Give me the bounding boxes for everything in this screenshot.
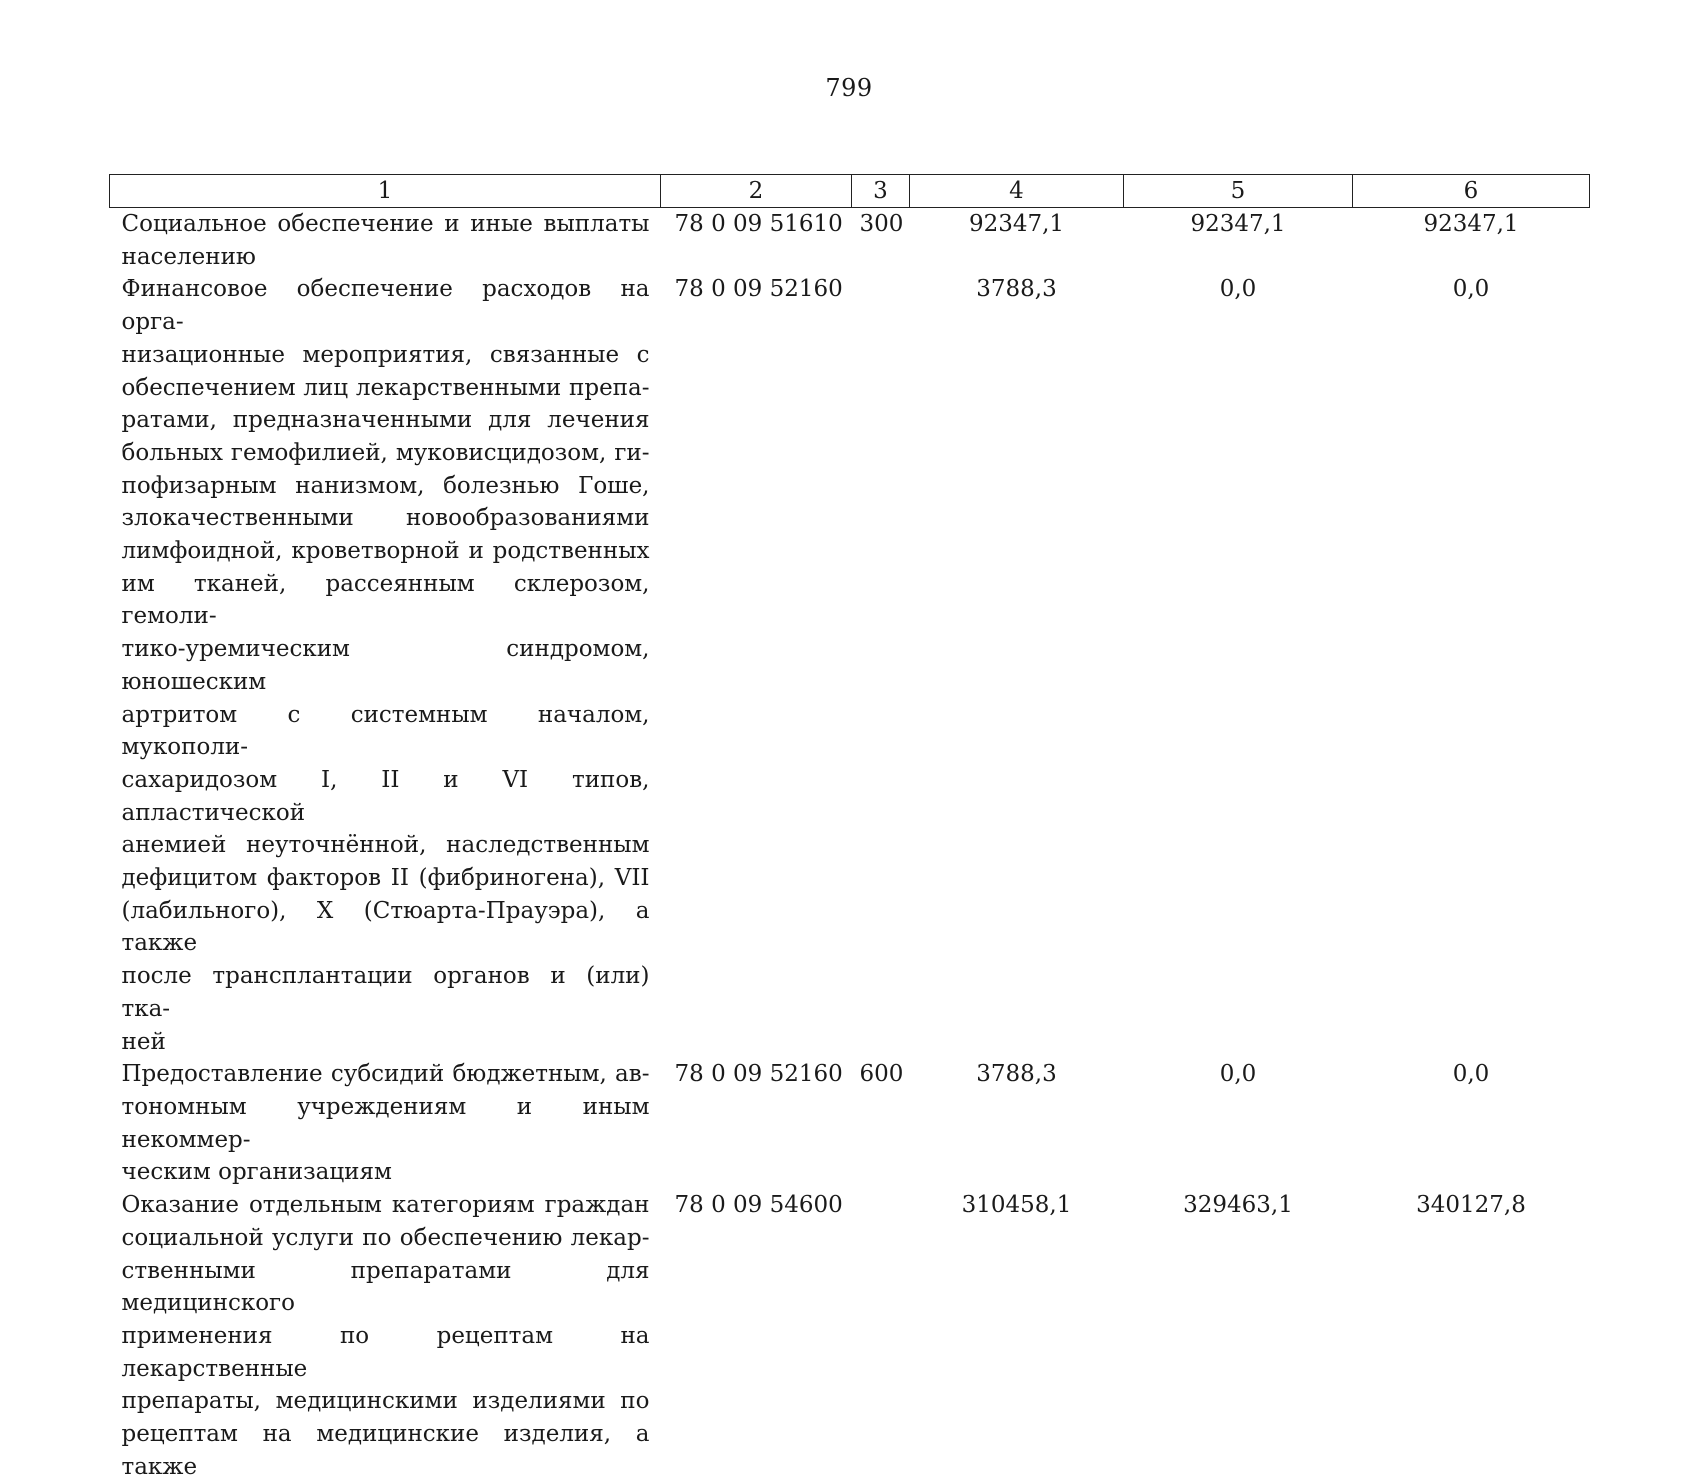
value-year-2: 0,0: [1219, 1061, 1257, 1088]
value-year-1: 3788,3: [976, 1061, 1057, 1088]
value-year-2: 0,0: [1219, 276, 1257, 303]
row-name-line: низационные мероприятия, связанные с: [121, 341, 650, 368]
row-name-line: препараты, медицинскими изделиями по: [121, 1388, 650, 1415]
row-name-line: пофизарным нанизмом, болезнью Гоше,: [121, 472, 650, 499]
row-name-line: ственными препаратами для медицинского: [121, 1257, 650, 1317]
value-year-1: 310458,1: [961, 1192, 1072, 1219]
row-name-line: рецептам на медицинские изделия, а также: [121, 1421, 650, 1480]
table-row: [110, 1189, 1590, 1483]
row-name-line: обеспечением лиц лекарственными препа-: [121, 374, 650, 401]
value-year-3: 0,0: [1452, 276, 1490, 303]
target-article-code: 78 0 09 54600: [674, 1192, 843, 1219]
row-name-line: Финансовое обеспечение расходов на орга-: [121, 276, 650, 336]
row-name-line: дефицитом факторов II (фибриногена), VII: [121, 865, 650, 892]
budget-table: [109, 174, 1590, 1483]
target-article-code: 78 0 09 52160: [674, 1061, 843, 1088]
row-name-line: злокачественными новообразованиями: [121, 505, 650, 532]
table-row: [110, 208, 1590, 274]
table-row: [110, 1058, 1590, 1189]
row-name-line: им тканей, рассеянным склерозом, гемоли-: [121, 570, 650, 630]
column-header: 5: [1124, 175, 1353, 208]
row-name-line: социальной услуги по обеспечению лекар-: [121, 1224, 650, 1251]
table-row: [110, 273, 1590, 1058]
row-name-line: после трансплантации органов и (или) тка-: [121, 963, 650, 1022]
value-year-3: 92347,1: [1423, 211, 1519, 237]
column-header: 3: [852, 175, 910, 208]
column-header: 1: [110, 175, 661, 208]
target-article-code: 78 0 09 51610: [674, 211, 843, 237]
page-number: 799: [825, 74, 873, 102]
row-name-line: ческим организациям: [121, 1159, 392, 1186]
row-name-line: артритом с системным началом, мукополи-: [121, 701, 650, 761]
column-header: 2: [661, 175, 852, 208]
row-name-cell: [110, 273, 661, 1058]
row-name-line: больных гемофилией, муковисцидозом, ги-: [121, 439, 650, 466]
value-year-2: 329463,1: [1183, 1192, 1293, 1219]
expense-type-code: [852, 273, 910, 1058]
column-header: 4: [910, 175, 1124, 208]
row-name-line: сахаридозом I, II и VI типов, апластической: [121, 766, 650, 826]
expense-type-code: 300: [859, 211, 904, 237]
expense-type-code: 600: [859, 1061, 904, 1088]
row-name-line: ратами, предназначенными для лечения: [121, 407, 650, 434]
row-name-line: лимфоидной, кроветворной и родственных: [121, 538, 650, 565]
column-header: 6: [1353, 175, 1590, 208]
row-name-line: Оказание отдельным категориям граждан: [121, 1192, 650, 1219]
row-name-line: ней: [121, 1028, 166, 1055]
target-article-code: 78 0 09 52160: [674, 276, 843, 303]
row-name-cell: [110, 1189, 661, 1483]
row-name-line: тико-уремическим синдромом, юношеским: [121, 636, 650, 695]
header-row: [110, 175, 1590, 208]
value-year-1: 3788,3: [976, 276, 1057, 303]
expense-type-code: [852, 1189, 910, 1483]
value-year-1: 92347,1: [968, 211, 1065, 237]
row-name-line: Социальное обеспечение и иные выплаты: [121, 211, 650, 237]
value-year-3: 0,0: [1452, 1061, 1490, 1088]
row-name-cell: [110, 1058, 661, 1189]
value-year-2: 92347,1: [1190, 211, 1286, 237]
row-name-line: (лабильного), X (Стюарта-Прауэра), а также: [121, 897, 650, 957]
row-name-line: анемией неуточнённой, наследственным: [121, 832, 650, 859]
row-name-line: населению: [121, 243, 256, 270]
row-name-cell: [110, 208, 661, 274]
row-name-line: тономным учреждениям и иным некоммер-: [121, 1093, 650, 1153]
row-name-line: Предоставление субсидий бюджетным, ав-: [121, 1061, 650, 1088]
row-name-line: применения по рецептам на лекарственные: [121, 1322, 650, 1382]
value-year-3: 340127,8: [1416, 1192, 1526, 1219]
